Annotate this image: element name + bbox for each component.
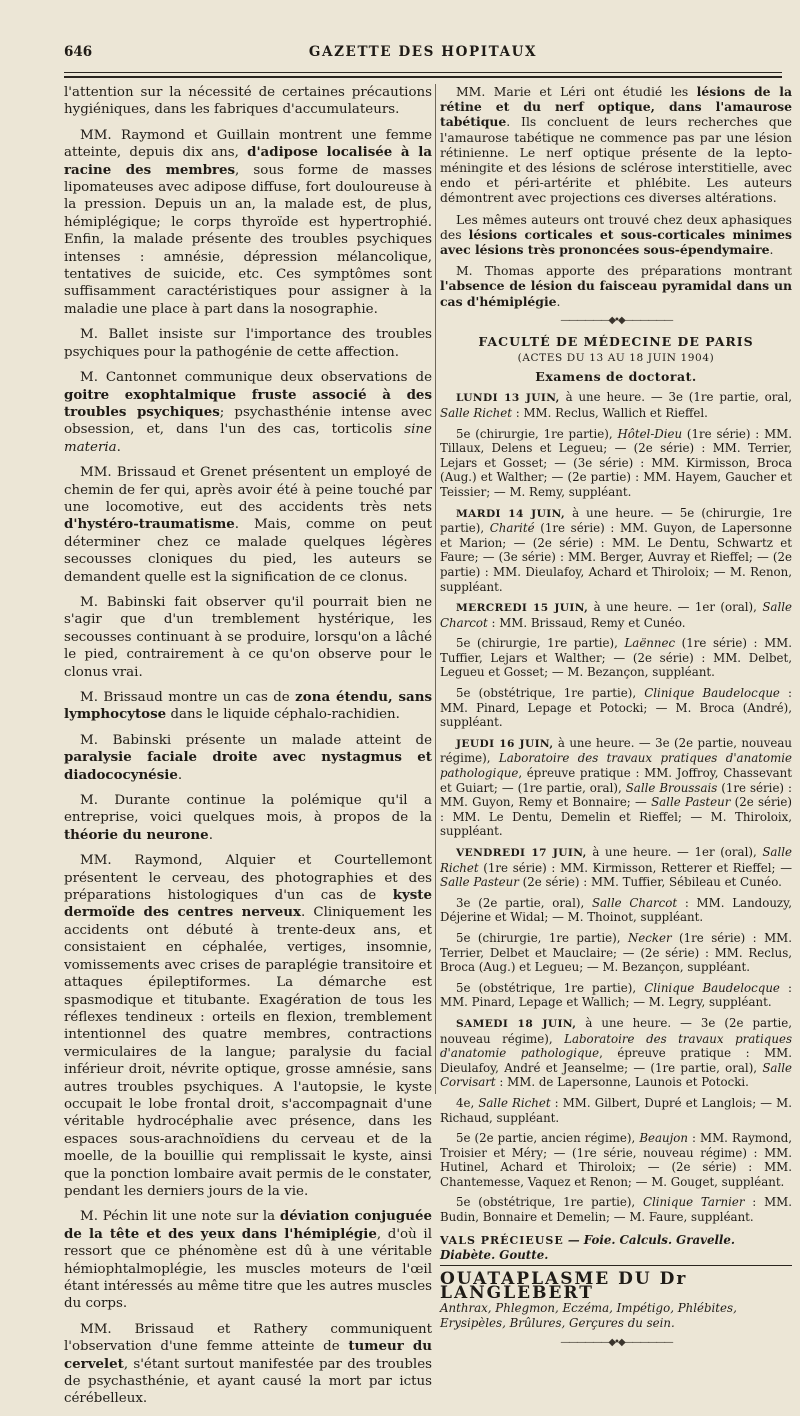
exam-entry: 5e (obstétrique, 1re partie), Clinique Tarnier : MM. Budin, Bonnaire et Demelin; — M. Faure, suppléant.	[440, 1195, 792, 1225]
exam-entry: 3e (2e partie, oral), Salle Charcot : MM. Landouzy, Déjerine et Widal; — M. Thoinot, suppléant.	[440, 895, 792, 925]
advertisement-ouataplasme-text: Anthrax, Phlegmon, Eczéma, Impétigo, Phlébites, Erysipèles, Brûlures, Gerçures du sein.	[440, 1301, 737, 1330]
column-divider	[435, 84, 436, 1094]
exam-entry: SAMEDI 18 JUIN, à une heure. — 3e (2e partie, nouveau régime), Laboratoire des travaux pratiques d'anatomie pathologique, épreuve pratique : MM. Dieulafoy, André et Jeanselme; — (1re partie, oral), Salle Corvisart : MM. de Lapersonne, Launois et Potocki.	[440, 1015, 792, 1090]
paragraph: MM. Raymond, Alquier et Courtellemont présentent le cerveau, des photographies et des préparations histologiques d'un cas de kyste dermoïde des centres nerveux. Cliniquement les accidents ont débuté à trente-deux ans, et consistaient en céphalée, vertiges, insomnie, vomissements avec crises de paraplégie transitoire et attaques épileptiformes. La démarche est spasmodique et titubante. Exagération de tous les réflexes tendineux : orteils en flexion, tremblement intentionnel des quatre membres, contractions vermiculaires de la langue; paralysie du facial inférieur droit, névrite optique, grosse amnésie, sans autres troubles psychiques. A l'autopsie, le kyste occupait le lobe frontal droit, s'accompagnait d'une véritable hydrocéphalie avec présence, dans les espaces sous-arachnoïdiens du cerveau et de la moelle, de la bouillie qui remplissait le kyste, ainsi que la ponction lombaire avait permis de le constater, pendant les derniers jours de la vie.	[64, 853, 432, 1199]
exam-entry: 5e (obstétrique, 1re partie), Clinique Baudelocque : MM. Pinard, Lepage et Wallich; — M. Legry, suppléant.	[440, 980, 793, 1010]
faculty-section	[440, 308, 792, 1357]
paragraph: Les mêmes auteurs ont trouvé chez deux aphasiques des lésions corticales et sous-corticales minimes avec lésions très prononcées sous-épendymaire.	[440, 211, 792, 258]
paragraph: M. Thomas apporte des préparations montrant l'absence de lésion du faisceau pyramidal dans un cas d'hémiplégie.	[440, 263, 792, 309]
exam-entry: JEUDI 16 JUIN, à une heure. — 3e (2e partie, nouveau régime), Laboratoire des travaux pratiques d'anatomie pathologique, épreuve pratique : MM. Joffroy, Chassevant et Guiart; — (1re partie, oral), Salle Broussais (1re série) : MM. Guyon, Remy et Bonnaire; — Salle Pasteur (2e série) : MM. Le Dentu, Demelin et Rieffel; — M. Thiroloix, suppléant.	[440, 735, 793, 839]
paragraph: MM. Marie et Léri ont étudié les lésions de la rétine et du nerf optique, dans l'amaurose tabétique. Ils concluent de leurs recherches que l'amaurose tabétique ne commence pas par une lésion rétinienne. Le nerf optique présente de la lepto-méningite et des lésions de sclérose interstitielle, avec endo et péri-artérite et phlébite. Les auteurs démontrent avec projections ces diverses altérations.	[440, 84, 792, 206]
paragraph: MM. Brissaud et Grenet présentent un employé de chemin de fer qui, après avoir été à peine touché par une locomotive, eut des accidents très nets d'hystéro-traumatisme. Mais, comme on peut déterminer chez ce malade quelques légères secousses cloniques du pied, les auteurs se demandent quelle est la signification de ce clonus.	[64, 465, 432, 585]
advertisement-ouataplasme-title: OUATAPLASME DU Dr LANGLEBERT	[440, 1268, 688, 1304]
exam-entry: 4e, Salle Richet : MM. Gilbert, Dupré et Langlois; — M. Richaud, suppléant.	[440, 1095, 792, 1125]
paragraph: MM. Brissaud et Rathery communiquent l'observation d'une femme atteinte de tumeur du cervelet, s'étant surtout manifestée par des troubles de psychasthénie, et ayant causé la mort par ictus cérébelleux.	[64, 1321, 432, 1407]
paragraph: MM. Raymond et Guillain montrent une femme atteinte, depuis dix ans, d'adipose localisée à la racine des membres, sous forme de masses lipomateuses avec adipose diffuse, fort douloureuse à la pression. Depuis un an, la malade est, de plus, hémiplégique; le corps thyroïde est hypertrophié. Enfin, la malade présente des troubles psychiques intenses : amnésie, dépression mélancolique, tentatives de suicide, etc. Ces symptômes sont suffisamment caractéristiques pour assigner à la maladie une place à part dans la nosographie.	[64, 127, 433, 317]
paragraph: M. Ballet insiste sur l'importance des troubles psychiques pour la pathogénie de cette affection.	[64, 327, 432, 360]
exam-entry: 5e (2e partie, ancien régime), Beaujon : MM. Raymond, Troisier et Méry; — (1re série, nouveau régime) : MM. Hutinel, Achard et Thiroloix; — (2e série) : MM. Chantemesse, Vaquez et Renon; — M. Gouget, suppléant.	[440, 1131, 792, 1189]
journal-title: GAZETTE DES HOPITAUX	[308, 44, 538, 60]
paragraph: M. Babinski fait observer qu'il pourrait bien ne s'agir que d'un tremblement hystérique, les secousses continuant à se produire, lorsqu'on a lâché le pied, contrairement à ce qu'on observe pour le clonus vrai.	[64, 594, 432, 680]
section-title: FACULTÉ DE MÉDECINE DE PARIS	[478, 333, 754, 349]
page-number: 646	[64, 44, 93, 60]
ornament-divider: ——————◆•◆——————	[560, 315, 672, 326]
exam-entry: VENDREDI 17 JUIN, à une heure. — 1er (oral), Salle Richet (1re série) : MM. Kirmisson, Retterer et Rieffel; — Salle Pasteur (2e série) : MM. Tuffier, Sébileau et Cunéo.	[440, 845, 792, 890]
left-column	[64, 84, 432, 1416]
exam-entry: 5e (chirurgie, 1re partie), Necker (1re série) : MM. Terrier, Delbet et Mauclaire; — (2e série) : MM. Reclus, Broca (Aug.) et Legueu; — M. Bezançon, suppléant.	[440, 930, 792, 975]
paragraph: l'attention sur la nécessité de certaines précautions hygiéniques, dans les fabriques d'accumulateurs.	[64, 85, 432, 118]
ornament-divider: ——————◆•◆——————	[560, 1337, 672, 1349]
advertisement-vals: VALS PRÉCIEUSE — Foie. Calculs. Gravelle. Diabète. Goutte.	[440, 1233, 792, 1266]
exam-entry: MERCREDI 15 JUIN, à une heure. — 1er (oral), Salle Charcot : MM. Brissaud, Remy et Cunéo.	[440, 600, 792, 630]
paragraph: M. Durante continue la polémique qu'il a entreprise, voici quelques mois, à propos de la théorie du neurone.	[64, 793, 432, 843]
right-column	[440, 84, 792, 315]
exam-entry: MARDI 14 JUIN, à une heure. — 5e (chirurgie, 1re partie), Charité (1re série) : MM. Guyon, de Lapersonne et Marion; — (2e série) : MM. Le Dentu, Schwartz et Faure; — (3e série) : MM. Berger, Auvray et Rieffel; — (2e partie) : MM. Dieulafoy, Achard et Thiroloix; — M. Renon, suppléant.	[440, 505, 793, 594]
paragraph: M. Cantonnet communique deux observations de goitre exophtalmique fruste associé à des troubles psychiques; psychasthénie intense avec obsession, et, dans l'un des cas, torticolis sine materia.	[64, 370, 432, 455]
page-header	[64, 44, 782, 68]
exam-entry: 5e (chirurgie, 1re partie), Laënnec (1re série) : MM. Tuffier, Lejars et Walther; — (2e série) : MM. Delbet, Legueu et Gosset; — M. Bezançon, suppléant.	[440, 636, 792, 680]
exam-entry: 5e (obstétrique, 1re partie), Clinique Baudelocque : MM. Pinard, Lepage et Potocki; — M. Broca (André), suppléant.	[440, 686, 793, 730]
paragraph: M. Babinski présente un malade atteint de paralysie faciale droite avec nystagmus et diadococynésie.	[64, 732, 432, 783]
section-heading: Examens de doctorat.	[535, 368, 697, 384]
paragraph: M. Brissaud montre un cas de zona étendu, sans lymphocytose dans le liquide céphalo-rachidien.	[64, 689, 432, 723]
section-subtitle: (ACTES DU 13 AU 18 JUIN 1904)	[517, 352, 715, 365]
exam-entry: LUNDI 13 JUIN, à une heure. — 3e (1re partie, oral, Salle Richet : MM. Reclus, Wallich et Rieffel.	[440, 390, 792, 420]
header-rule	[64, 72, 782, 73]
paragraph: M. Péchin lit une note sur la déviation conjuguée de la tête et des yeux dans l'hémiplégie, d'où il ressort que ce phénomène est dû à une véritable hémiophtalmoplégie, les muscles moteurs de l'œil étant intéressés au même titre que les autres muscles du corps.	[64, 1208, 432, 1312]
exam-entry: 5e (chirurgie, 1re partie), Hôtel-Dieu (1re série) : MM. Tillaux, Delens et Legueu; — (2e série) : MM. Terrier, Lejars et Gosset; — (3e série) : MM. Kirmisson, Broca (Aug.) et Walther; — (2e partie) : MM. Hayem, Gaucher et Teissier; — M. Remy, suppléant.	[440, 426, 792, 499]
header-rule-thick	[64, 76, 782, 78]
